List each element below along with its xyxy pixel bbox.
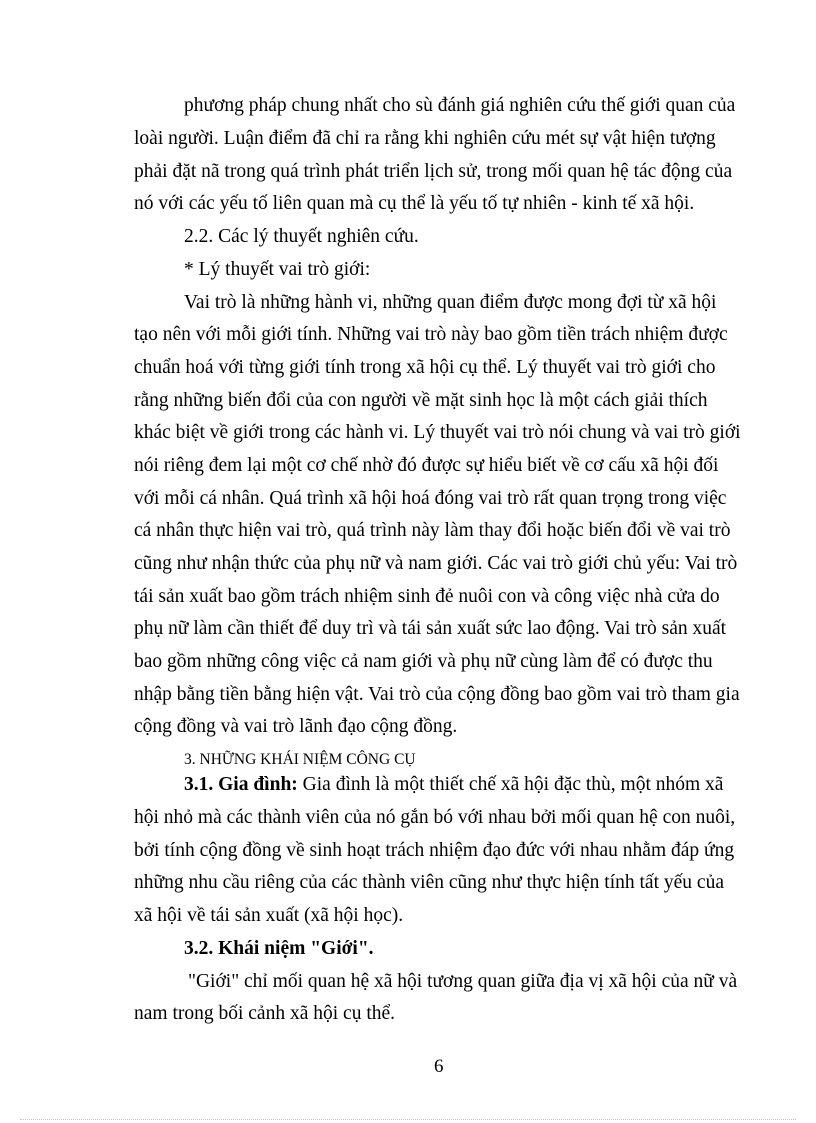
page-number: 6 bbox=[434, 1056, 444, 1077]
text-line: cũng như nhận thức của phụ nữ và nam giới. Các vai trò giới chủ yếu: Vai trò bbox=[134, 553, 738, 574]
text-line: phụ nữ làm cần thiết để duy trì và tái sản xuất sức lao động. Vai trò sản xuất bbox=[134, 618, 727, 639]
text-line: tái sản xuất bao gồm trách nhiệm sinh đẻ nuôi con và công việc nhà cửa do bbox=[134, 586, 720, 607]
text-line: cộng đồng và vai trò lãnh đạo cộng đồng. bbox=[134, 716, 458, 737]
section-heading: 3.2. Khái niệm "Giới". bbox=[184, 938, 374, 959]
text-line: hội nhỏ mà các thành viên của nó gắn bó với nhau bởi mối quan hệ con nuôi, bbox=[134, 807, 736, 828]
text-line: tạo nên với mỗi giới tính. Những vai trò này bao gồm tiền trách nhiệm được bbox=[134, 324, 728, 345]
section-heading: 2.2. Các lý thuyết nghiên cứu. bbox=[184, 226, 419, 247]
text-line: bao gồm những công việc cả nam giới và phụ nữ cùng làm để có được thu bbox=[134, 651, 713, 672]
section-heading: 3. NHỮNG KHÁI NIỆM CÔNG CỤ bbox=[184, 751, 416, 768]
text-line: Vai trò là những hành vi, những quan điểm được mong đợi từ xã hội bbox=[184, 292, 717, 313]
section-3-1-title: 3.1. Gia đình: bbox=[184, 774, 298, 795]
text-span: Gia đình là một thiết chế xã hội đặc thù, một nhóm xã bbox=[297, 774, 724, 795]
text-line: xã hội về tái sản xuất (xã hội học). bbox=[134, 905, 404, 926]
text-line: nhập bằng tiền bằng hiện vật. Vai trò của cộng đồng bao gồm vai trò tham gia bbox=[134, 684, 740, 705]
text-line: rằng những biến đổi của con người về mặt sinh học là một cách giải thích bbox=[134, 390, 708, 411]
text-line: bởi tính cộng đồng về sinh hoạt trách nhiệm đạo đức với nhau nhằm đáp ứng bbox=[134, 840, 735, 861]
text-line: chuẩn hoá với từng giới tính trong xã hội cụ thể. Lý thuyết vai trò giới cho bbox=[134, 357, 716, 378]
text-line: phương pháp chung nhất cho sù đánh giá nghiên cứu thế giới quan của bbox=[184, 95, 736, 116]
text-line: nam trong bối cảnh xã hội cụ thể. bbox=[134, 1003, 396, 1024]
text-line bbox=[184, 774, 723, 796]
subsection-heading: * Lý thuyết vai trò giới: bbox=[184, 259, 371, 280]
text-line: "Giới" chỉ mối quan hệ xã hội tương quan giữa địa vị xã hội của nữ và bbox=[188, 971, 738, 992]
text-line: nói riêng đem lại một cơ chế nhờ đó được sự hiểu biết về cơ cấu xã hội đối bbox=[134, 455, 719, 476]
page-border bbox=[20, 1119, 796, 1120]
text-line: phải đặt nã trong quá trình phát triển lịch sử, trong mối quan hệ tác động của bbox=[134, 161, 733, 182]
text-line: những nhu cầu riêng của các thành viên cũng như thực hiện tính tất yếu của bbox=[134, 872, 724, 893]
text-line: cá nhân thực hiện vai trò, quá trình này làm thay đổi hoặc biến đổi về vai trò bbox=[134, 520, 731, 541]
text-line: nó với các yếu tố liên quan mà cụ thể là yếu tố tự nhiên - kinh tế xã hội. bbox=[134, 193, 695, 214]
text-line: loài người. Luận điểm đã chỉ ra rằng khi nghiên cứu mét sự vật hiện tượng bbox=[134, 128, 716, 149]
text-line: với mỗi cá nhân. Quá trình xã hội hoá đóng vai trò rất quan trọng trong việc bbox=[134, 488, 727, 509]
text-line: khác biệt về giới trong các hành vi. Lý thuyết vai trò nói chung và vai trò giới bbox=[134, 422, 741, 443]
